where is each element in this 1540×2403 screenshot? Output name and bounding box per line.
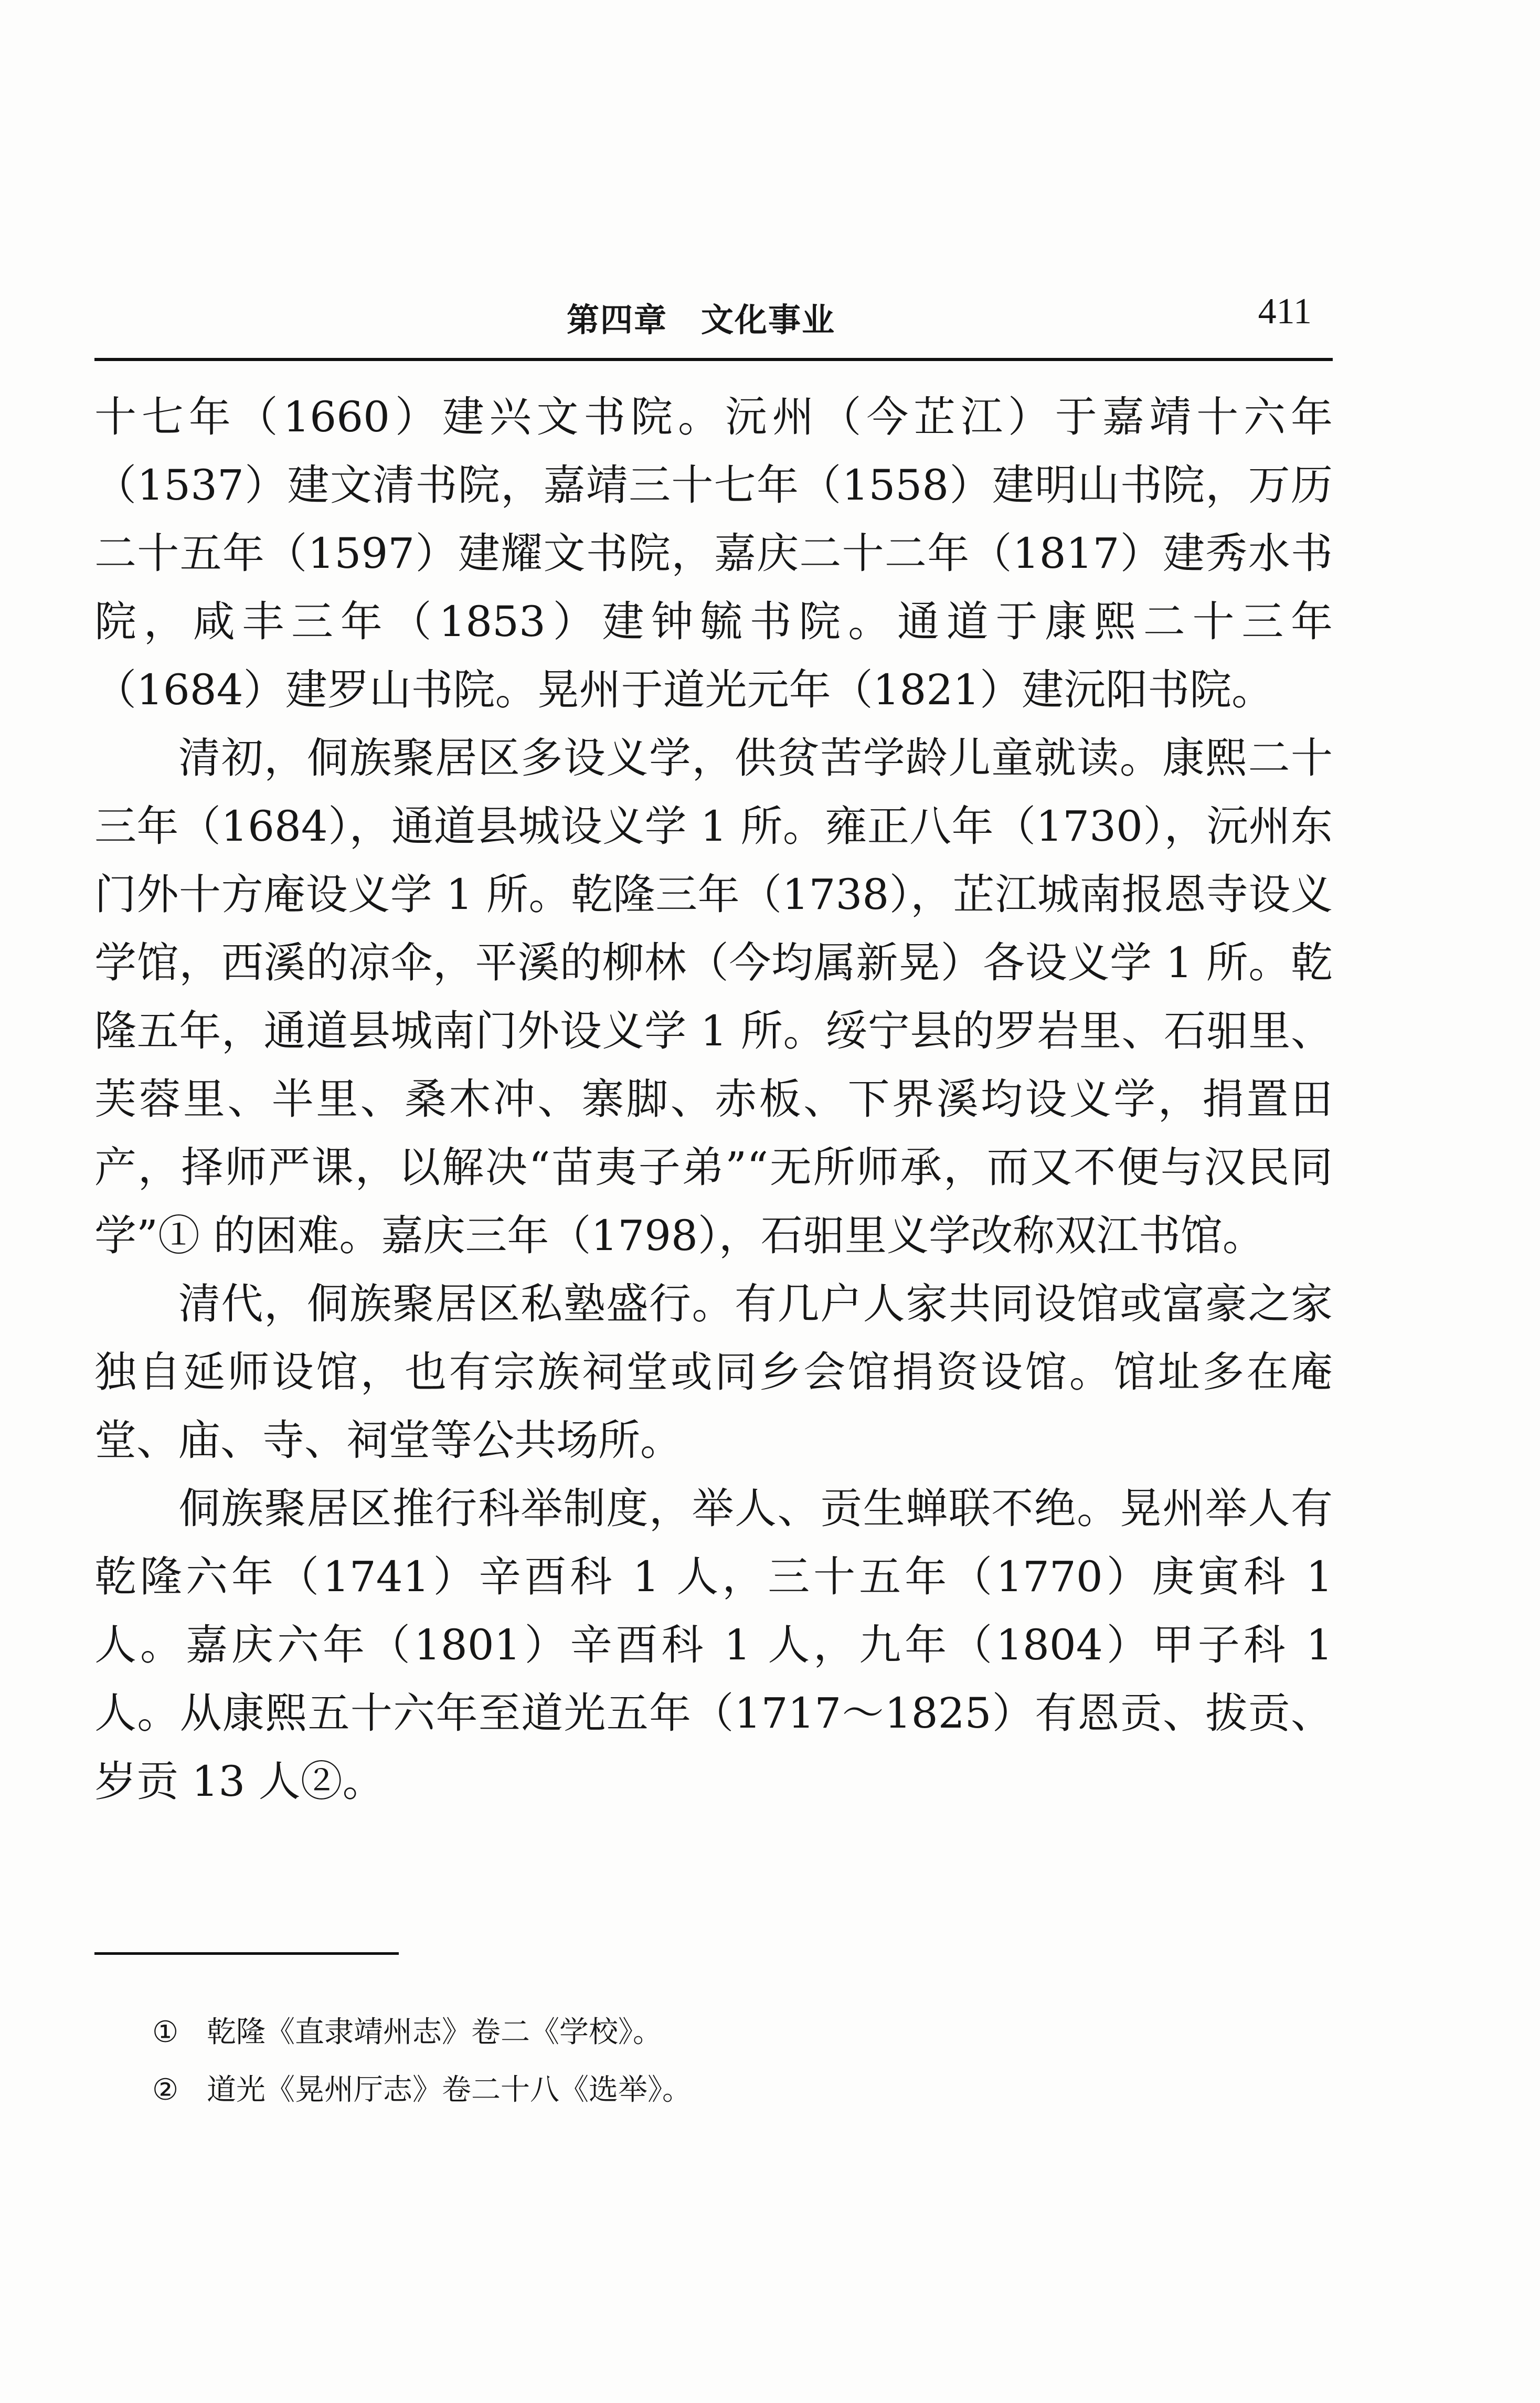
footnote-marker: ① (152, 2015, 179, 2049)
footnotes (152, 2004, 1307, 2119)
paragraph: 清初，侗族聚居区多设义学，供贫苦学龄儿童就读。康熙二十三年（1684），通道县城设义学 1 所。雍正八年（1730），沅州东门外十方庵设义学 1 所。乾隆三年（1738），芷江城南报恩寺设义学馆，西溪的凉伞，平溪的柳林（今均属新晃）各设义学 1 所。乾隆五年，通道县城南门外设义学 1 所。绥宁县的罗岩里、石驲里、芙蓉里、半里、桑木冲、寨脚、赤板、下界溪均设义学，捐置田产，择师严课，以解决“苗夷子弟”“无所师承，而又不便与汉民同学”① 的困难。嘉庆三年（1798），石驲里义学改称双江书馆。 (94, 734, 1333, 1260)
header-rule (94, 358, 1333, 361)
paragraph: 侗族聚居区推行科举制度，举人、贡生蝉联不绝。晃州举人有乾隆六年（1741）辛酉科 1 人，三十五年（1770）庚寅科 1 人。嘉庆六年（1801）辛酉科 1 人，九年（1804）甲子科 1 人。从康熙五十六年至道光五年（1717～1825）有恩贡、拔贡、岁贡 13 人②。 (94, 1484, 1333, 1806)
chapter-title: 第四章 文化事业 (567, 301, 836, 339)
footnote (152, 2061, 1307, 2119)
running-head (94, 283, 1333, 341)
footnote (152, 2004, 1307, 2061)
footnote-text: 乾隆《直隶靖州志》卷二《学校》。 (207, 2015, 662, 2049)
body-text (94, 383, 1333, 1816)
footnote-rule (94, 1952, 399, 1955)
footnote-marker: ② (152, 2073, 179, 2107)
footnote-text: 道光《晃州厅志》卷二十八《选举》。 (207, 2073, 692, 2107)
page-number: 411 (1258, 291, 1312, 332)
paragraph: 十七年（1660）建兴文书院。沅州（今芷江）于嘉靖十六年（1537）建文清书院，嘉靖三十七年（1558）建明山书院，万历二十五年（1597）建耀文书院，嘉庆二十二年（1817）建秀水书院，咸丰三年（1853）建钟毓书院。通道于康熙二十三年（1684）建罗山书院。晃州于道光元年（1821）建沅阳书院。 (94, 393, 1333, 714)
paragraph: 清代，侗族聚居区私塾盛行。有几户人家共同设馆或富豪之家独自延师设馆，也有宗族祠堂或同乡会馆捐资设馆。馆址多在庵堂、庙、寺、祠堂等公共场所。 (94, 1279, 1333, 1465)
